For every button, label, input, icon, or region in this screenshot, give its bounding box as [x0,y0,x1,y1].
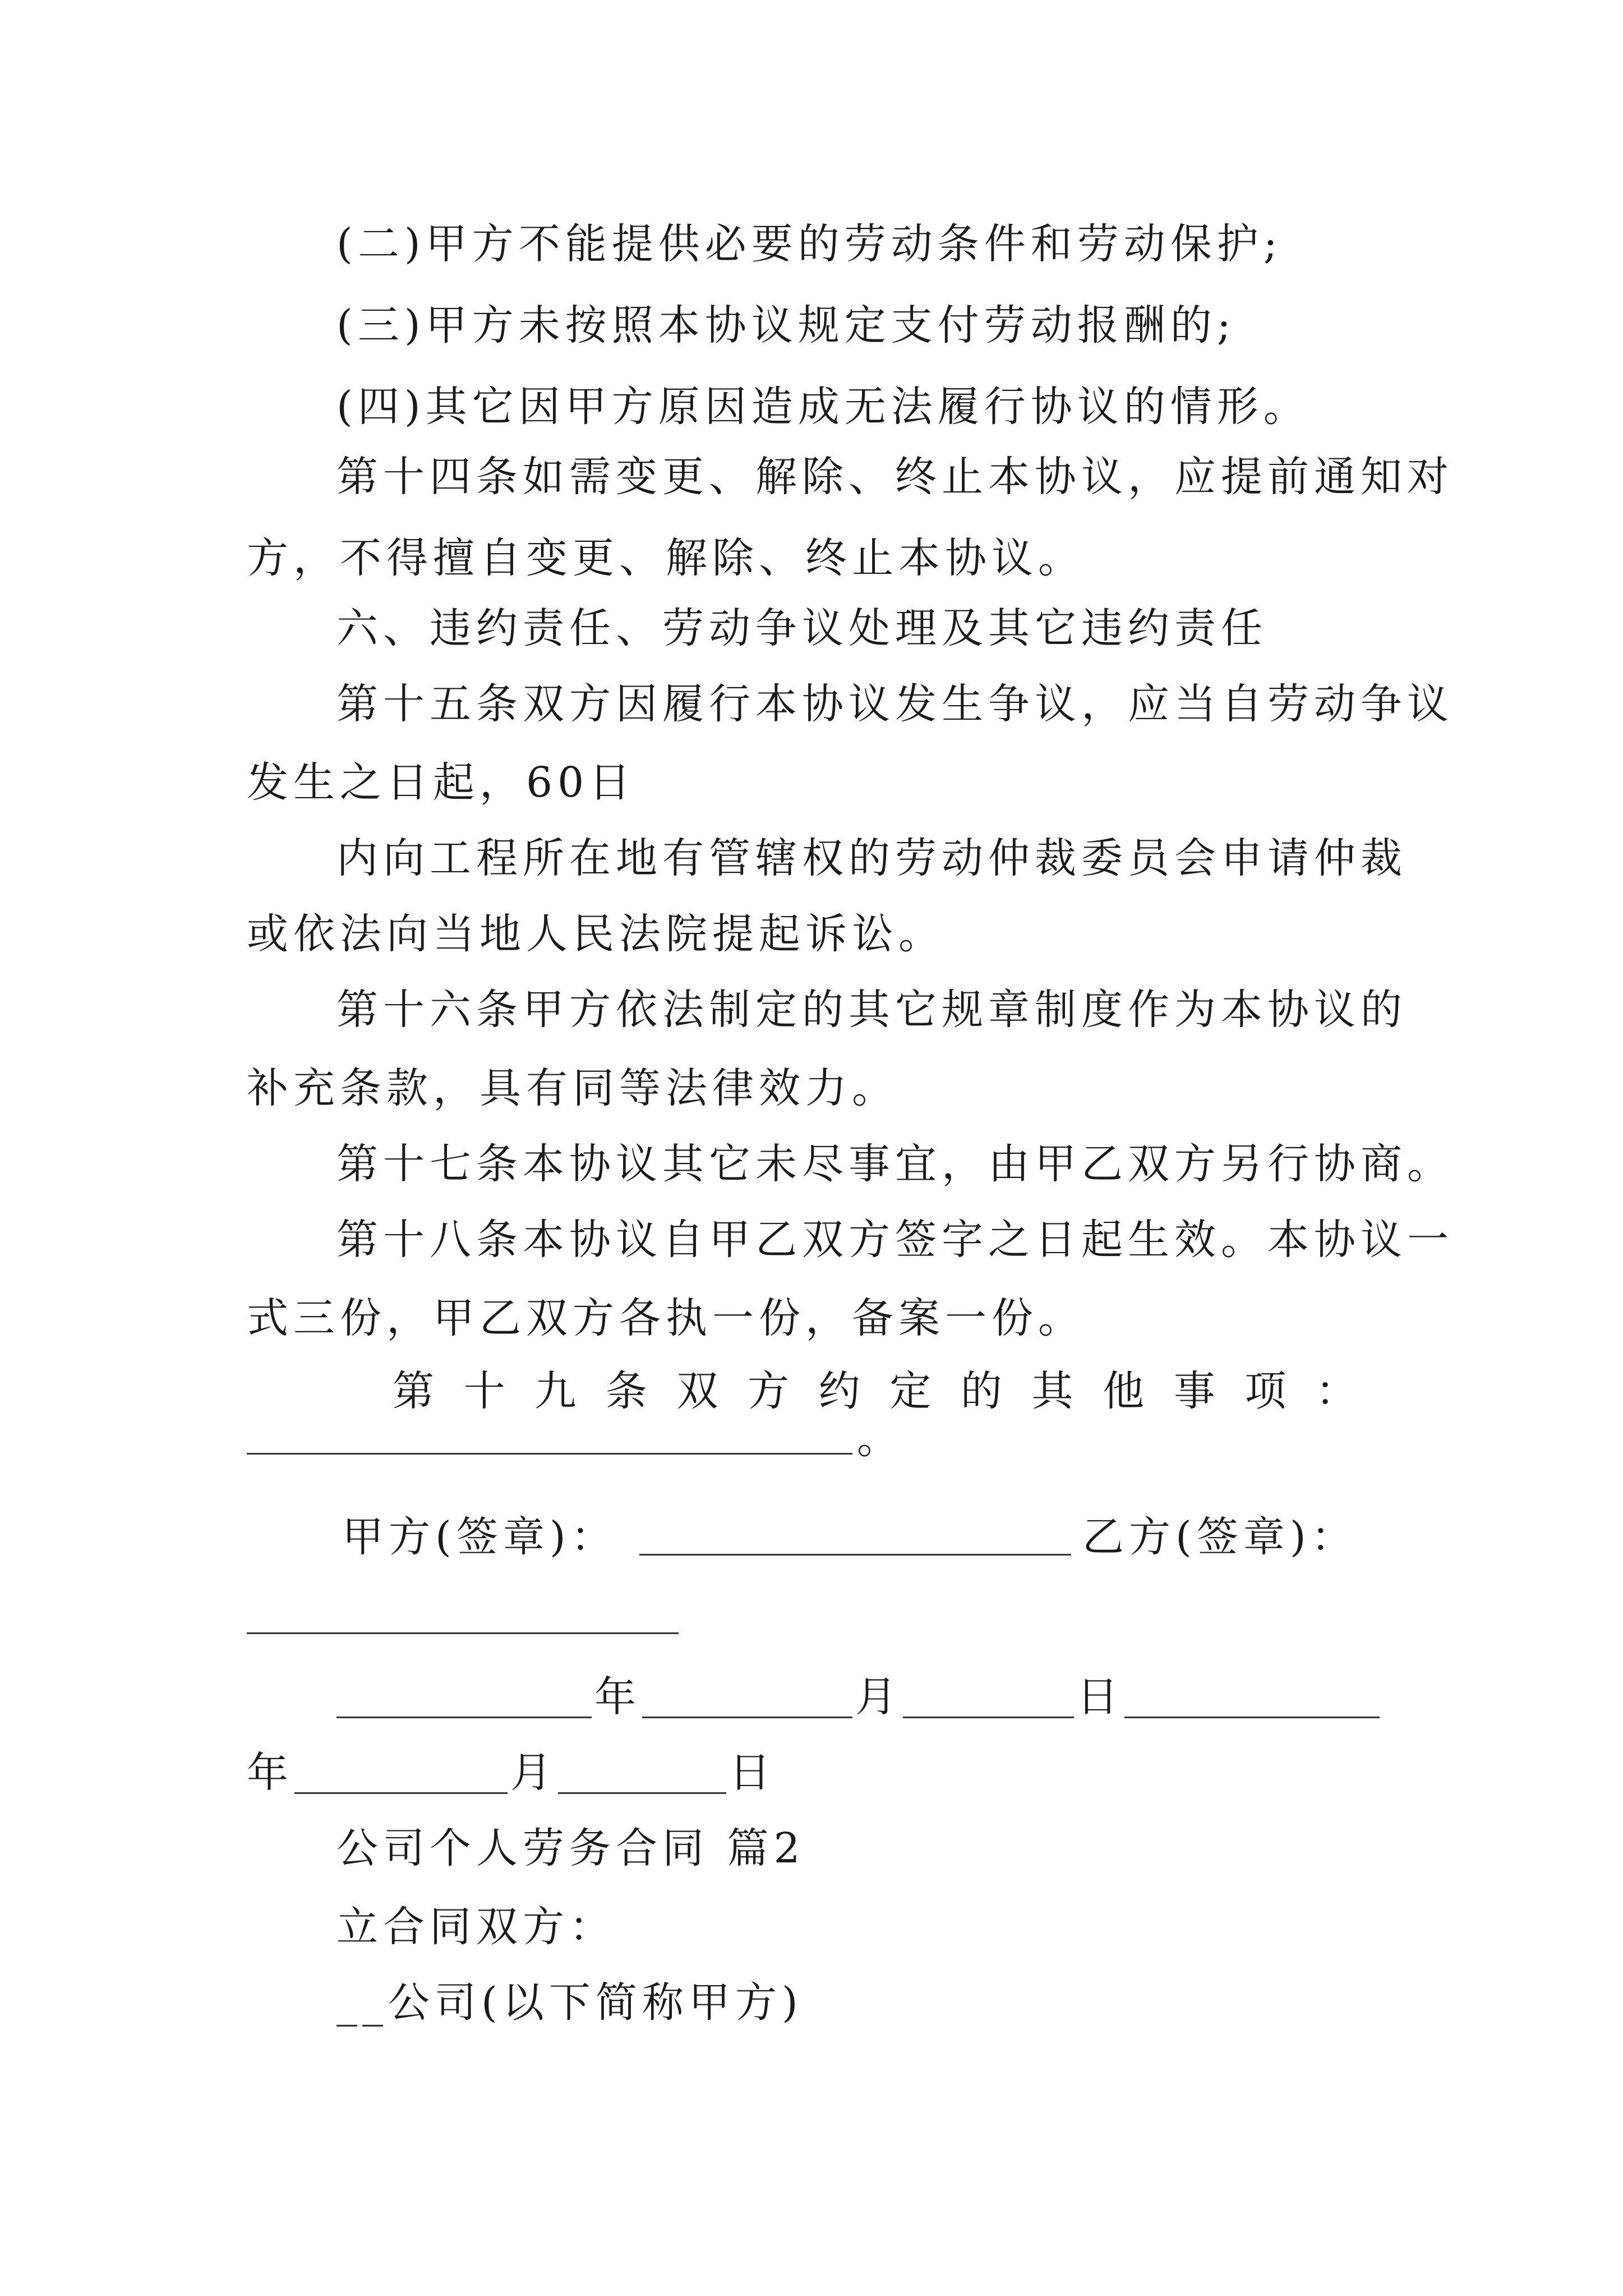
party-b-day-label: 日 [729,1749,776,1797]
paragraph-clause-4: (四)其它因甲方原因造成无法履行协议的情形。 [336,383,1310,431]
article-19-char: 第 [393,1367,434,1415]
party-a-year-blank[interactable] [336,1700,592,1718]
party-a-month-blank[interactable] [642,1700,852,1718]
party-b-year-blank[interactable] [1124,1700,1380,1718]
party-b-signature-label: 乙方(签章)： [1082,1513,1358,1561]
contract-parties-label: 立合同双方： [336,1903,616,1951]
article-19-char: ： [1315,1367,1357,1415]
article-18-line-1: 第十八条本协议自甲乙双方签字之日起生效。本协议一 [336,1216,1454,1264]
paragraph-clause-3: (三)甲方未按照本协议规定支付劳动报酬的; [336,301,1236,349]
article-19-char: 他 [1103,1367,1145,1415]
article-19-char: 九 [534,1367,577,1415]
article-18-line-2: 式三份，甲乙双方各执一份，备案一份。 [247,1294,1085,1342]
article-16-line-2: 补充条款，具有同等法律效力。 [247,1064,898,1112]
party-b-signature-blank[interactable] [247,1616,679,1634]
article-19-fill-blank[interactable] [247,1436,852,1455]
company-party-line: __公司(以下简称甲方) [336,1978,803,2027]
article-16-line-1: 第十六条甲方依法制定的其它规章制度作为本协议的 [336,986,1407,1034]
party-a-signature-blank[interactable] [639,1537,1071,1556]
party-b-month-label: 月 [510,1749,557,1797]
party-a-day-blank[interactable] [903,1700,1074,1718]
party-a-month-label: 月 [855,1673,902,1721]
article-19-period: 。 [857,1415,903,1463]
paragraph-clause-2: (二)甲方不能提供必要的劳动条件和劳动保护; [336,220,1283,268]
section-heading-6: 六、违约责任、劳动争议处理及其它违约责任 [336,604,1267,652]
article-19-char: 其 [1031,1367,1073,1415]
article-19-char: 项 [1244,1367,1287,1415]
article-19-char: 事 [1173,1367,1215,1415]
article-19-char: 的 [960,1367,1002,1415]
article-19-char: 方 [748,1367,790,1415]
article-14-line-2: 方，不得擅自变更、解除、终止本协议。 [247,534,1085,582]
article-17: 第十七条本协议其它未尽事宜，由甲乙双方另行协商。 [336,1140,1454,1188]
article-15-line-1: 第十五条双方因履行本协议发生争议，应当自劳动争议 [336,680,1454,728]
article-19-char: 条 [605,1367,647,1415]
party-a-day-label: 日 [1077,1673,1123,1721]
article-19-char: 定 [889,1367,932,1415]
party-b-year-label: 年 [247,1749,293,1797]
party-b-day-blank[interactable] [558,1775,726,1794]
article-14-line-1: 第十四条如需变更、解除、终止本协议，应提前通知对 [336,453,1454,501]
article-19-char: 双 [676,1367,718,1415]
article-19-char: 约 [818,1367,860,1415]
article-19-char: 十 [463,1367,505,1415]
section-2-title: 公司个人劳务合同 篇2 [336,1824,805,1872]
article-15-cont-line-2: 或依法向当地人民法院提起诉讼。 [247,910,945,958]
party-b-month-blank[interactable] [294,1775,508,1794]
party-a-year-label: 年 [594,1673,641,1721]
article-15-cont-line-1: 内向工程所在地有管辖权的劳动仲裁委员会申请仲裁 [336,834,1407,882]
party-a-signature-label: 甲方(签章)： [342,1513,617,1561]
article-15-line-2: 发生之日起，60日 [247,758,636,807]
